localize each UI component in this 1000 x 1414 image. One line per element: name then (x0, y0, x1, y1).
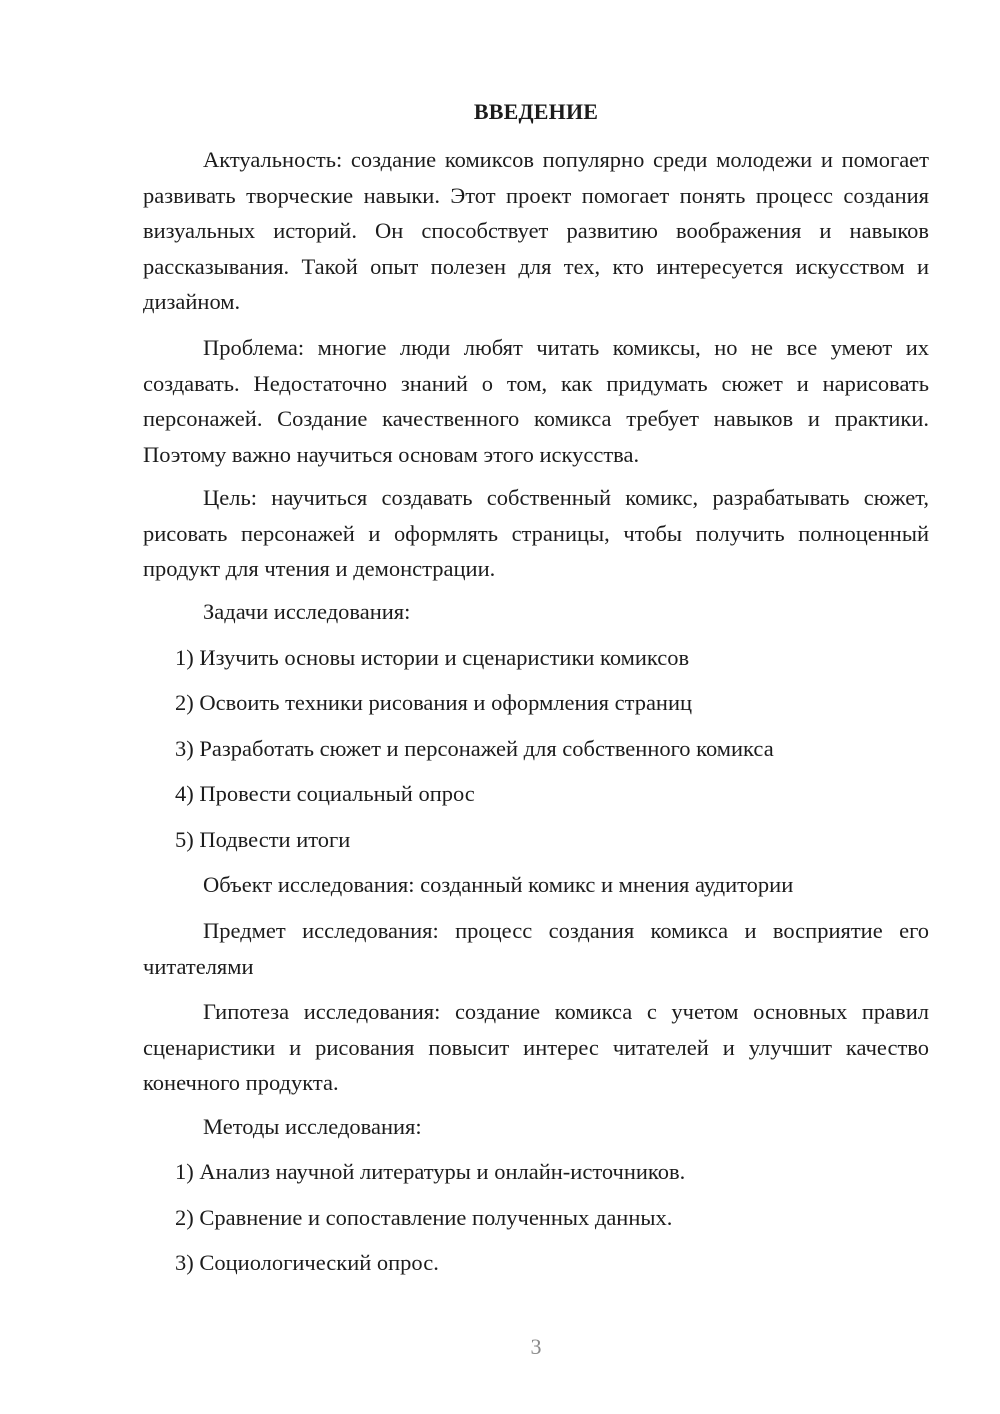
list-item: 2) Сравнение и сопоставление полученных данных. (175, 1205, 673, 1230)
goal-paragraph: Цель: научиться создавать собственный комикс, разрабатывать сюжет, рисовать персонажей и оформлять страницы, чтобы получить полноценный продукт для чтения и демонстрации. (143, 485, 929, 581)
object-paragraph: Объект исследования: созданный комикс и мнения аудитории (203, 872, 794, 897)
list-item: 1) Анализ научной литературы и онлайн-источников. (175, 1159, 686, 1184)
list-item: 2) Освоить техники рисования и оформления страниц (175, 690, 693, 715)
list-item: 3) Социологический опрос. (175, 1250, 439, 1275)
list-item: 5) Подвести итоги (175, 827, 351, 852)
tasks-heading: Задачи исследования: (203, 599, 411, 624)
hypothesis-paragraph: Гипотеза исследования: создание комикса с учетом основных правил сценаристики и рисования повысит интерес читателей и улучшит качество конечного продукта. (143, 999, 929, 1095)
list-item: 1) Изучить основы истории и сценаристики комиксов (175, 645, 690, 670)
page-number: 3 (530, 1334, 542, 1359)
subject-paragraph: Предмет исследования: процесс создания комикса и восприятие его читателями (143, 918, 929, 979)
list-item: 3) Разработать сюжет и персонажей для собственного комикса (175, 736, 774, 761)
page-title: ВВЕДЕНИЕ (473, 99, 599, 124)
relevance-paragraph: Актуальность: создание комиксов популярно среди молодежи и помогает развивать творческие навыки. Этот проект помогает понять процесс создания визуальных историй. Он способствует развитию воображения и навыков рассказывания. Такой опыт полезен для тех, кто интересуется искусством и дизайном. (143, 147, 929, 314)
list-item: 4) Провести социальный опрос (175, 781, 475, 806)
methods-heading: Методы исследования: (203, 1114, 422, 1139)
problem-paragraph: Проблема: многие люди любят читать комиксы, но не все умеют их создавать. Недостаточно знаний о том, как придумать сюжет и нарисовать персонажей. Создание качественного комикса требует навыков и практики. Поэтому важно научиться основам этого искусства. (143, 335, 929, 467)
